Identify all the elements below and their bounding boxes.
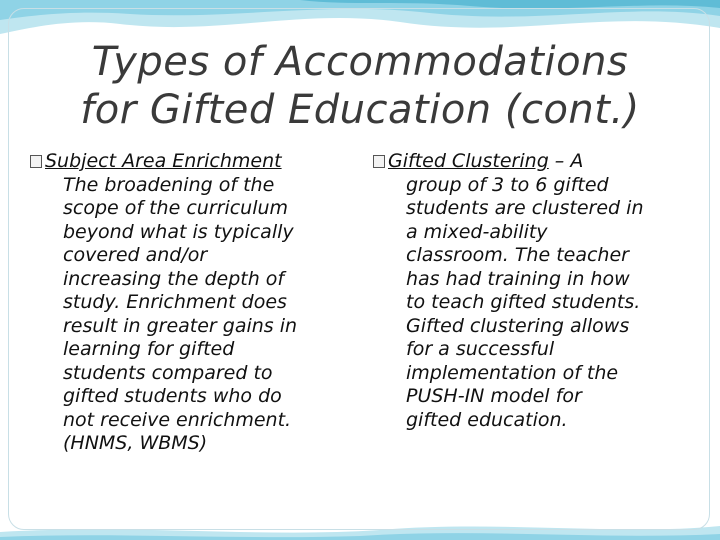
left-line: gifted students who do [63,385,282,407]
bullet-box-icon [30,155,42,168]
right-body [373,174,673,433]
title-line-2: for Gifted Education (cont.) [80,87,640,133]
right-line: classroom. The teacher [406,244,629,266]
left-line: covered and/or [63,244,208,266]
right-heading-suffix: – A [548,150,584,172]
left-body [30,174,340,456]
title-line-1: Types of Accommodations [91,39,629,85]
left-line: scope of the curriculum [63,197,289,219]
left-heading: Subject Area Enrichment [45,150,282,172]
right-line: group of 3 to 6 gifted [406,173,609,196]
left-line: students compared to [63,361,273,384]
right-heading: Gifted Clustering [388,150,549,172]
right-line: a mixed-ability [406,220,548,243]
left-line: result in greater gains in [63,314,298,337]
left-line: not receive enrichment. [63,408,292,431]
right-line: students are clustered in [406,197,644,219]
right-line: for a successful [406,338,555,360]
right-line: implementation of the [406,361,619,384]
left-bullet-heading [30,150,340,174]
right-line: gifted education. [406,408,568,431]
right-column [373,150,673,432]
slide-title [0,38,720,134]
right-line: Gifted clustering allows [406,314,630,337]
right-line: has had training in how [406,267,630,290]
left-line: increasing the depth of [63,267,285,290]
left-line: beyond what is typically [63,220,294,243]
right-line: PUSH-IN model for [406,385,582,407]
left-line: study. Enrichment does [63,291,287,313]
left-line: learning for gifted [63,338,235,360]
left-line: The broadening of the [63,173,275,196]
left-line: (HNMS, WBMS) [63,432,208,454]
right-bullet-heading [373,150,673,174]
right-line: to teach gifted students. [406,291,641,313]
left-column [30,150,340,456]
bullet-box-icon [373,155,385,168]
